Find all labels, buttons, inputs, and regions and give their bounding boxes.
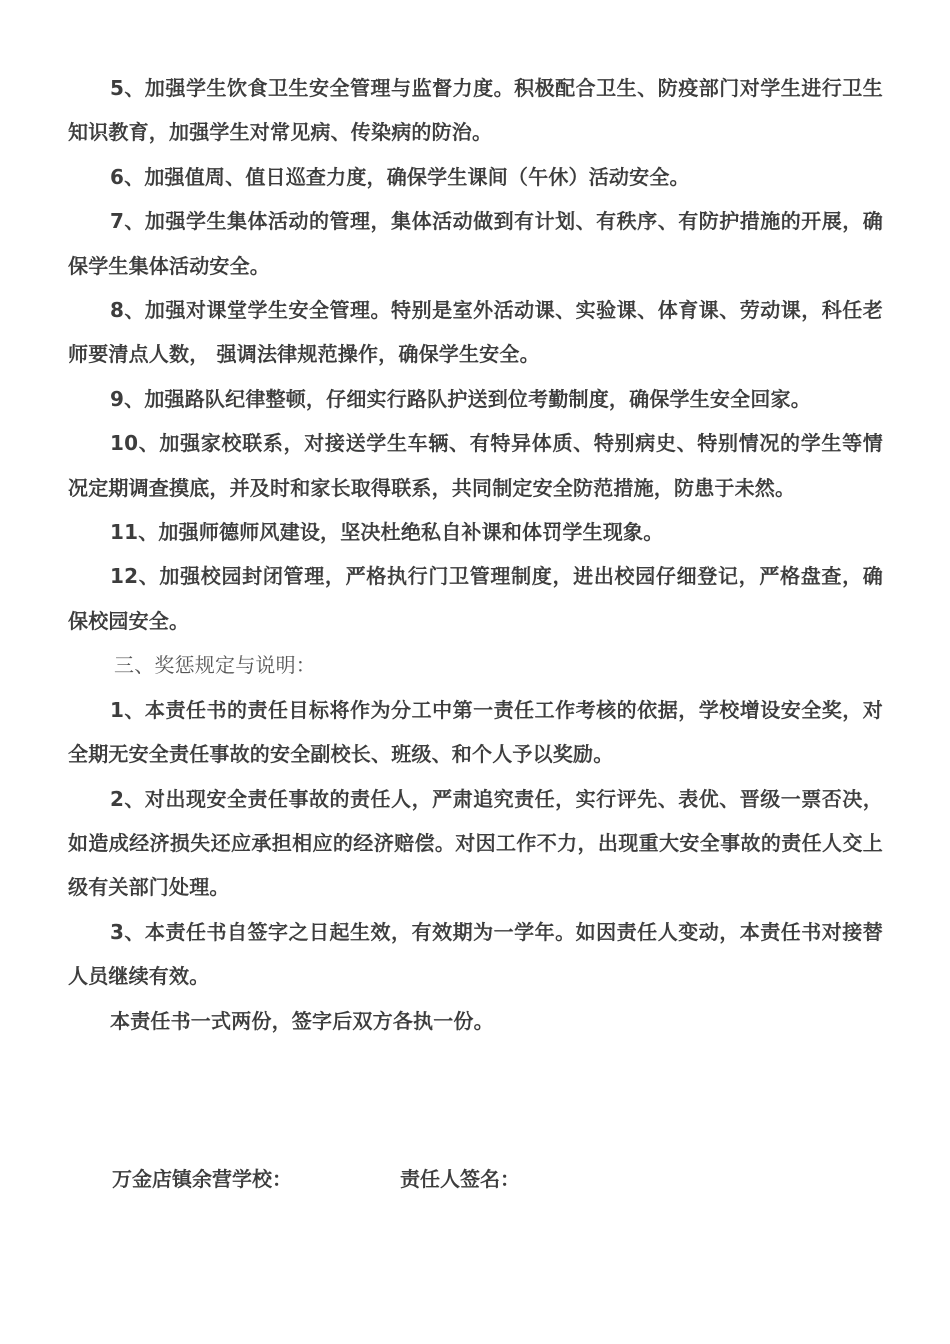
paragraph-item-5: 5、加强学生饮食卫生安全管理与监督力度。积极配合卫生、防疫部门对学生进行卫生知识教育，加强学生对常见病、传染病的防治。 (68, 76, 883, 145)
school-signature-label: 万金店镇余营学校： (112, 1167, 292, 1191)
document-body (68, 66, 883, 1043)
paragraph-item-7: 7、加强学生集体活动的管理，集体活动做到有计划、有秩序、有防护措施的开展，确保学生集体活动安全。 (68, 209, 883, 278)
person-signature-label: 责任人签名： (400, 1167, 520, 1191)
paragraph-reward-1: 1、本责任书的责任目标将作为分工中第一责任工作考核的依据，学校增设安全奖，对全期无安全责任事故的安全副校长、班级、和个人予以奖励。 (68, 697, 883, 767)
paragraph-copies-note: 本责任书一式两份，签字后双方各执一份。 (110, 1008, 494, 1033)
paragraph-item-6: 6、加强值周、值日巡查力度，确保学生课间（午休）活动安全。 (110, 164, 690, 189)
paragraph-item-10: 10、加强家校联系，对接送学生车辆、有特异体质、特别病史、特别情况的学生等情况定期调查摸底，并及时和家长取得联系，共同制定安全防范措施，防患于未然。 (68, 431, 883, 500)
paragraph-item-12: 12、加强校园封闭管理，严格执行门卫管理制度，进出校园仔细登记，严格盘查，确保校园安全。 (68, 564, 883, 633)
paragraph-item-9: 9、加强路队纪律整顿，仔细实行路队护送到位考勤制度，确保学生安全回家。 (110, 386, 811, 411)
paragraph-reward-3: 3、本责任书自签字之日起生效，有效期为一学年。如因责任人变动，本责任书对接替人员继续有效。 (68, 919, 883, 989)
paragraph-reward-2: 2、对出现安全责任事故的责任人，严肃追究责任，实行评先、表优、晋级一票否决，如造成经济损失还应承担相应的经济赔偿。对因工作不力，出现重大安全事故的责任人交上级有关部门处理。 (68, 786, 883, 900)
section-heading-rewards: 三、奖惩规定与说明： (114, 653, 316, 678)
paragraph-item-11: 11、加强师德师风建设，坚决杜绝私自补课和体罚学生现象。 (110, 520, 664, 545)
paragraph-item-8: 8、加强对课堂学生安全管理。特别是室外活动课、实验课、体育课、劳动课，科任老师要清点人数， 强调法律规范操作，确保学生安全。 (68, 298, 883, 367)
